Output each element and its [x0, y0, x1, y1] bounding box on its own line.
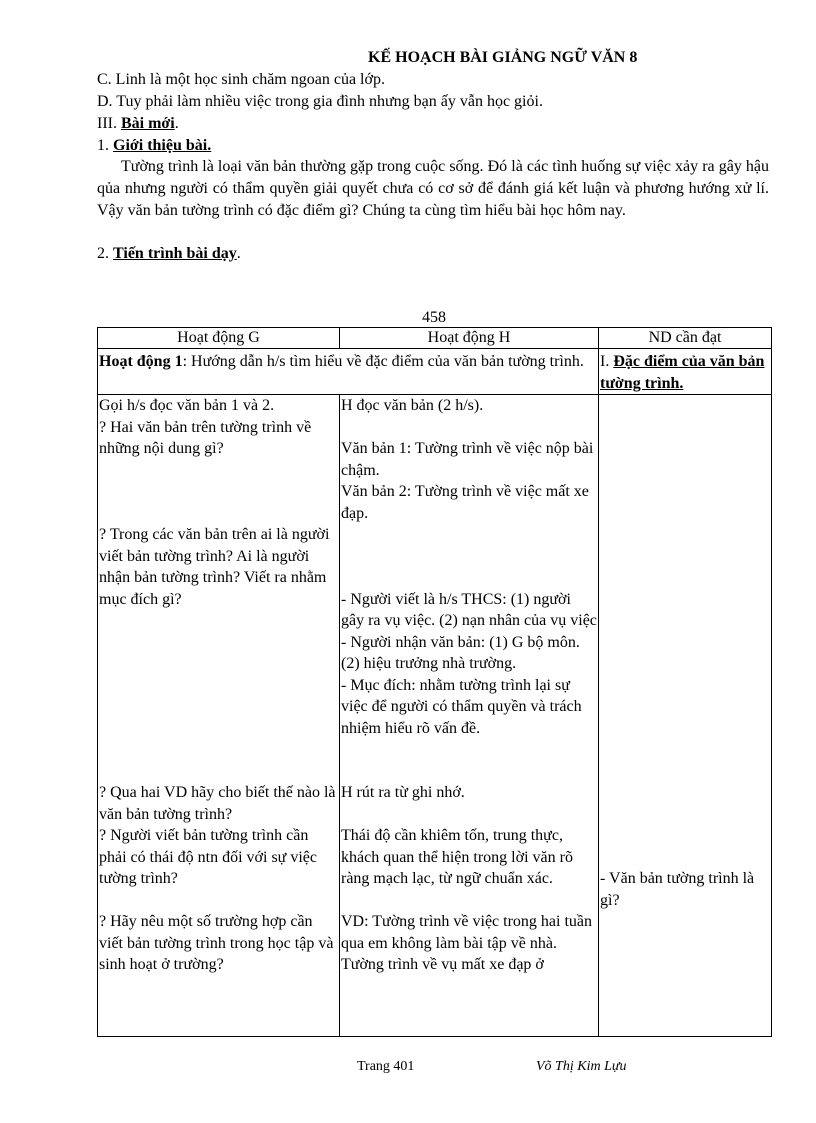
- table-row: [98, 395, 772, 1037]
- teacher-question: ? Hai văn bản trên tường trình về những nội dung gì?: [99, 418, 312, 457]
- student-answer: VD: Tường trình về việc trong hai tuần qua em không làm bài tập về nhà.: [341, 913, 593, 952]
- teacher-question: ? Qua hai VD hãy cho biết thế nào là văn bản tường trình?: [99, 784, 336, 823]
- answer-option-d: D. Tuy phải làm nhiều việc trong gia đình nhưng bạn ấy vẫn học giỏi.: [97, 93, 543, 110]
- page-number: 458: [422, 309, 446, 326]
- subsection-number: 2.: [97, 245, 113, 262]
- table-header-row: [98, 328, 772, 349]
- content-item: - Văn bản tường trình là gì?: [600, 870, 755, 909]
- student-answer: H rút ra từ ghi nhớ.: [341, 784, 465, 801]
- subsection-title: Giới thiệu bài.: [113, 137, 212, 154]
- student-answer: - Người nhận văn bản: (1) G bộ môn. (2) hiệu trưởng nhà trường.: [341, 633, 580, 672]
- subsection-number: 1.: [97, 137, 113, 154]
- teacher-activity-cell: [98, 395, 340, 1037]
- student-answer: - Mục đích: nhằm tường trình lại sự việc để người có thẩm quyền và trách nhiệm hiểu rõ vấn đề.: [341, 676, 582, 737]
- footer-author: Võ Thị Kim Lựu: [536, 1059, 627, 1074]
- activity-label: Hoạt động 1: [99, 353, 183, 370]
- student-answer: Thái độ cần khiêm tốn, trung thực, khách quan thể hiện trong lời văn rõ ràng mạch lạc, từ ngữ chuẩn xác.: [341, 827, 573, 887]
- subsection-title: Tiến trình bài dạy: [113, 245, 237, 262]
- activity-cell: [98, 349, 599, 395]
- teacher-question: ? Trong các văn bản trên ai là người viết bản tường trình? Ai là người nhận bản tường trình? Viết ra nhằm mục đích gì?: [99, 526, 330, 608]
- content-cell: [599, 395, 772, 1037]
- teacher-question: ? Hãy nêu một số trường hợp cần viết bản tường trình trong học tập và sinh hoạt ở trường?: [99, 913, 334, 973]
- subsection-heading-process: [97, 243, 241, 265]
- student-activity-cell: [340, 395, 599, 1037]
- subsection-heading-intro: [97, 135, 211, 157]
- activity-text: : Hướng dẫn h/s tìm hiểu về đặc điểm của văn bản tường trình.: [182, 353, 584, 370]
- column-header-teacher: Hoạt động G: [98, 328, 340, 349]
- section-suffix: .: [174, 115, 179, 132]
- student-answer: H đọc văn bản (2 h/s).: [341, 397, 484, 414]
- lesson-table: [97, 327, 772, 1037]
- student-answer: Văn bản 1: Tường trình về việc nộp bài chậm.: [341, 440, 594, 479]
- teacher-question: Gọi h/s đọc văn bản 1 và 2.: [99, 397, 275, 414]
- section-title-text: Đặc điểm của văn bản tường trình.: [600, 353, 765, 392]
- column-header-student: Hoạt động H: [340, 328, 599, 349]
- section-title-cell: [599, 349, 772, 395]
- section-heading-new-lesson: [97, 113, 179, 135]
- answer-option-c: C. Linh là một học sinh chăm ngoan của lớp.: [97, 71, 385, 88]
- student-answer: Tường trình về vụ mất xe đạp ở: [341, 956, 544, 973]
- section-number: III.: [97, 115, 121, 132]
- section-title: Bài mới: [120, 115, 175, 132]
- intro-paragraph: Tường trình là loại văn bản thường gặp trong cuộc sống. Đó là các tình huống sự việc xảy ra gây hậu qủa nhưng người có thẩm quyền giải quyết chưa có cơ sở để đánh giá kết luận và phương hướng xử lí. Vậy văn bản tường trình có đặc điểm gì? Chúng ta cùng tìm hiểu bài học hôm nay.: [97, 158, 769, 219]
- teacher-question: ? Người viết bản tường trình cần phải có thái độ ntn đối với sự việc tường trình?: [99, 827, 317, 887]
- subsection-suffix: .: [236, 245, 241, 262]
- column-header-content: ND cần đạt: [599, 328, 772, 349]
- student-answer: - Người viết là h/s THCS: (1) người gây ra vụ việc. (2) nạn nhân của vụ việc: [341, 590, 597, 629]
- page-header-title: KẾ HOẠCH BÀI GIẢNG NGỮ VĂN 8: [368, 49, 638, 66]
- activity-row: [98, 349, 772, 395]
- student-answer: Văn bản 2: Tường trình về việc mất xe đạp.: [341, 483, 589, 522]
- section-title-prefix: I.: [600, 353, 614, 370]
- footer-page-number: Trang 401: [357, 1059, 415, 1074]
